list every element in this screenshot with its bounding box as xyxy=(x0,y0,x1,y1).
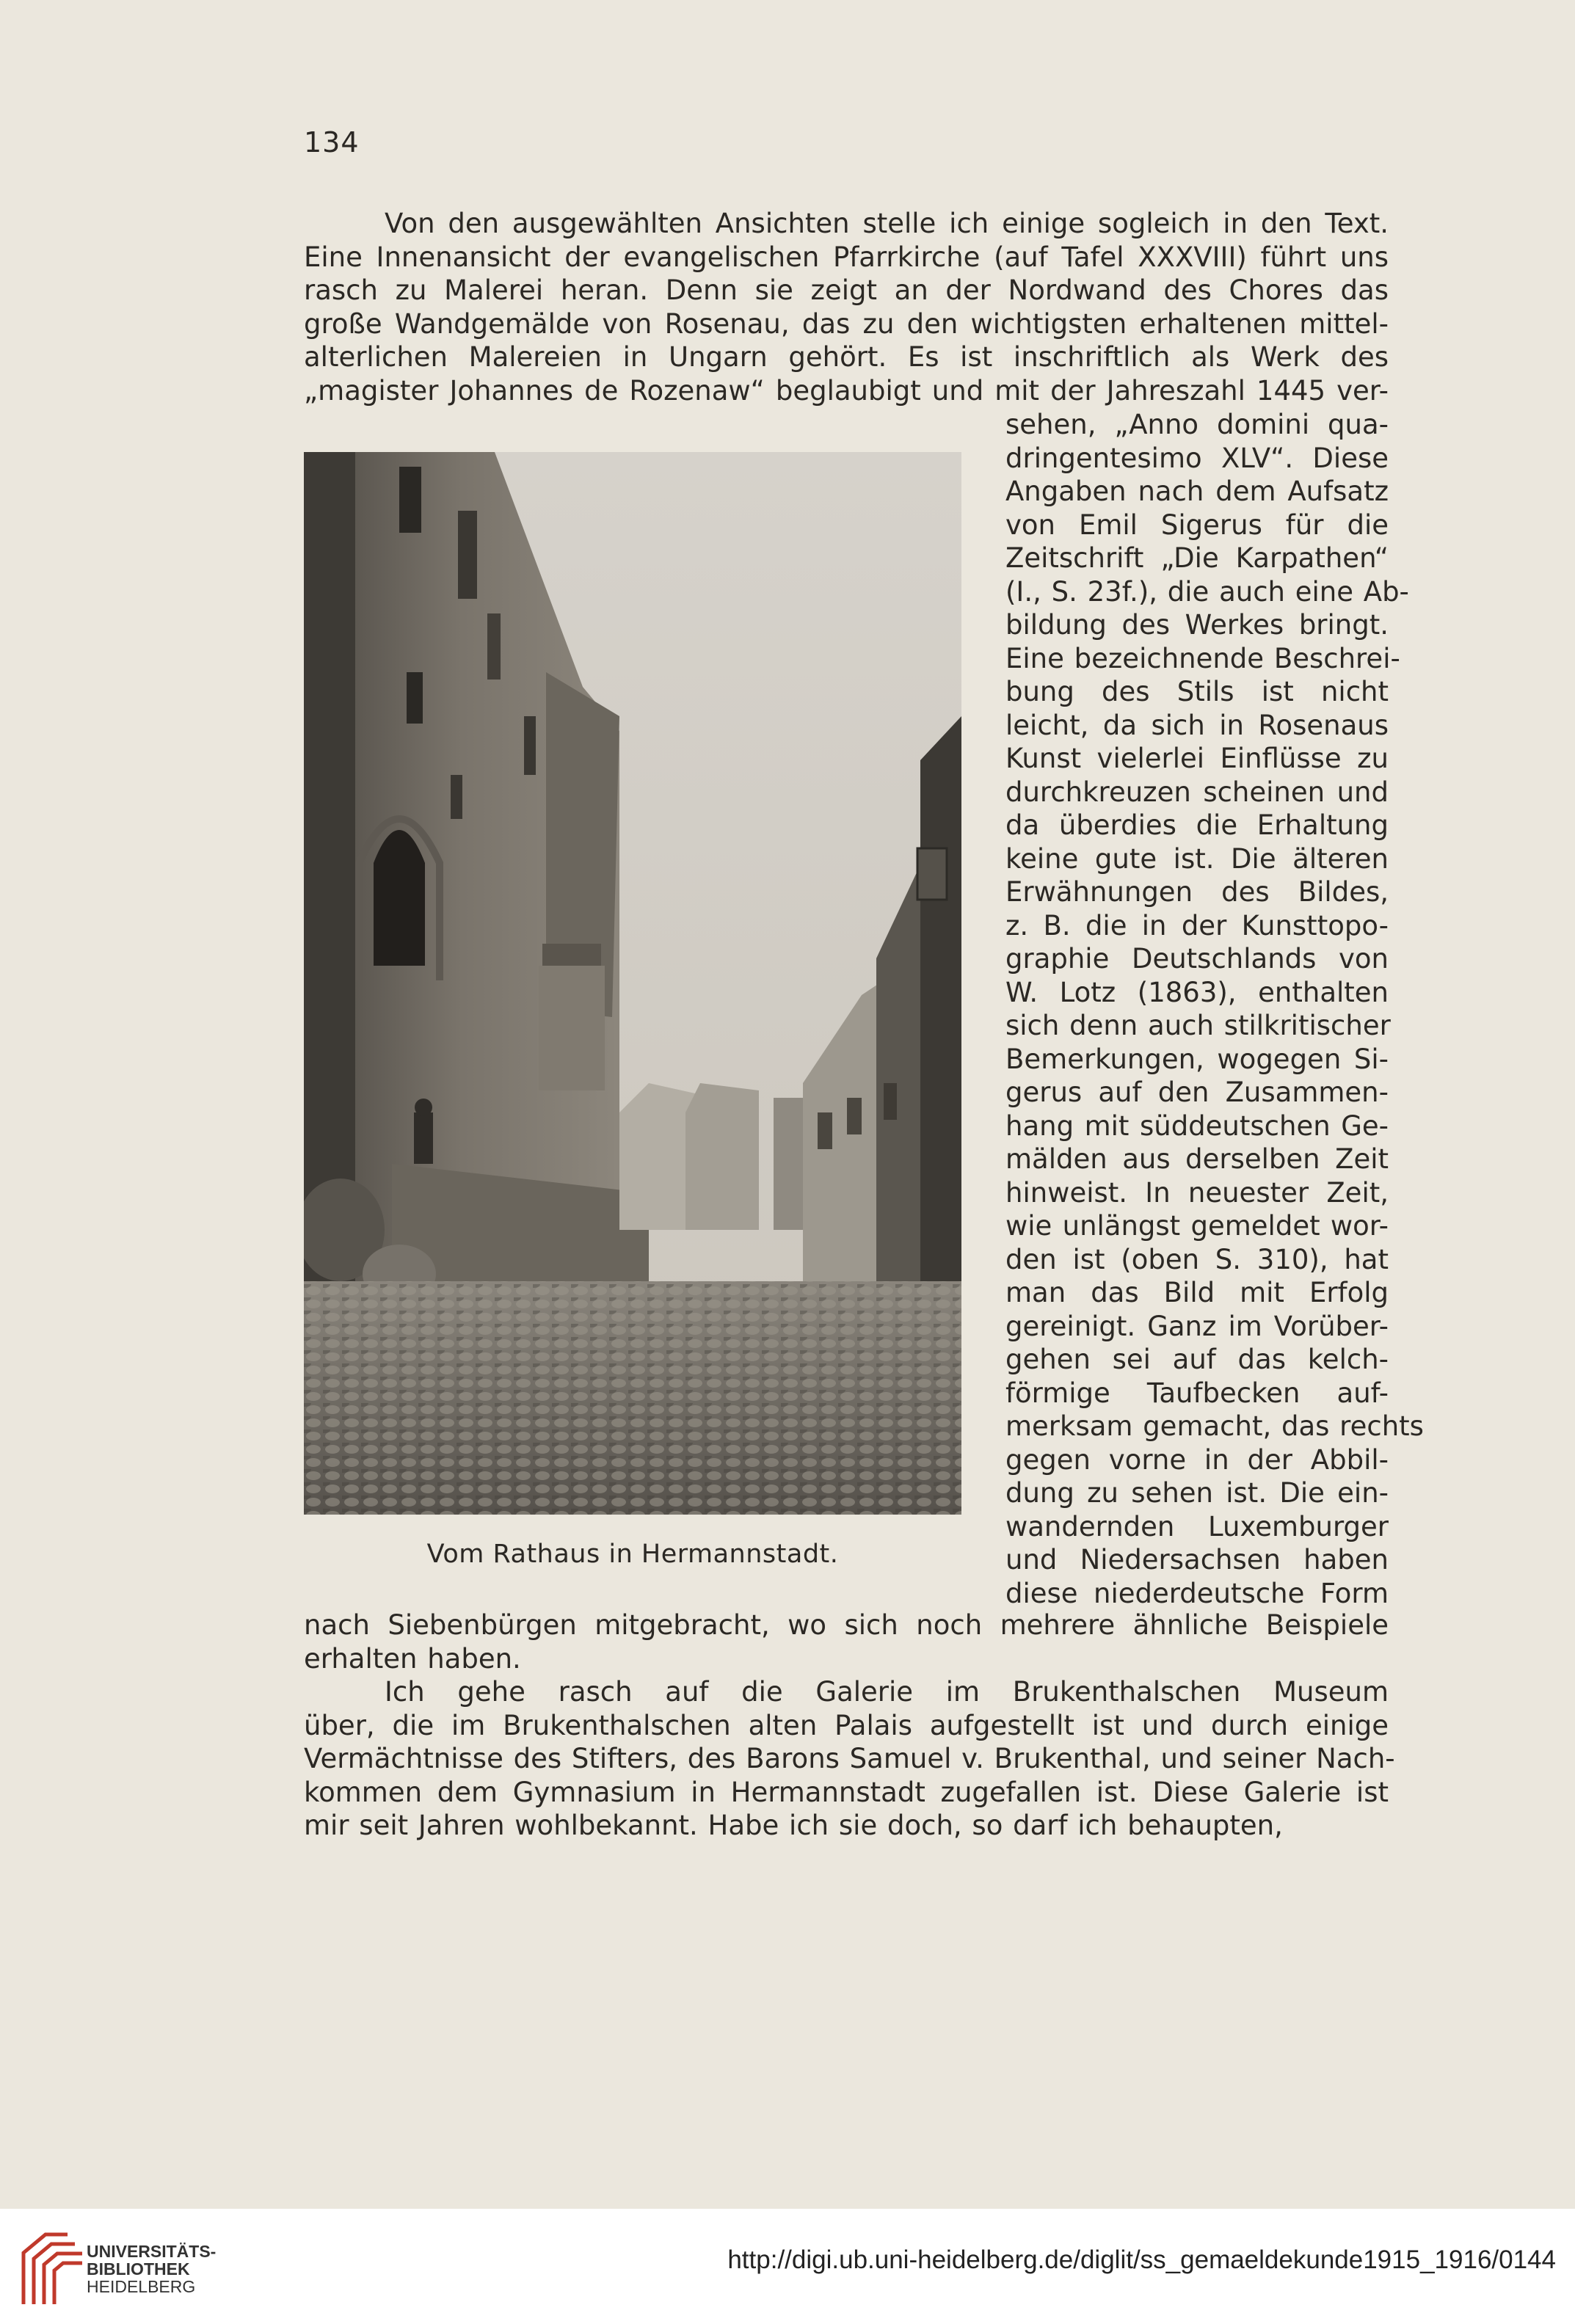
text-line: sehen, „Anno domini qua- xyxy=(1005,409,1389,440)
text-line: bung des Stils ist nicht xyxy=(1005,676,1389,707)
library-name-line3: HEIDELBERG xyxy=(87,2277,196,2296)
text-line: erhalten haben. xyxy=(304,1642,521,1675)
text-line: von Emil Sigerus für die xyxy=(1005,509,1389,541)
library-name-line2: BIBLIOTHEK xyxy=(87,2259,190,2279)
top-paragraph xyxy=(304,207,1389,407)
text-line: Eine Innenansicht der evangelischen Pfarrkirche (auf Tafel XXXVIII) führt uns xyxy=(304,241,1389,273)
text-line: gerus auf den Zusammen- xyxy=(1005,1077,1389,1108)
text-line: kommen dem Gymnasium in Hermannstadt zugefallen ist. Diese Galerie ist xyxy=(304,1776,1389,1808)
text-line: W. Lotz (1863), enthalten xyxy=(1005,976,1389,1008)
text-line: Ich gehe rasch auf die Galerie im Brukenthalschen Museum xyxy=(385,1676,1389,1708)
library-name xyxy=(87,2243,216,2295)
page-number: 134 xyxy=(304,126,360,159)
library-name-line1: UNIVERSITÄTS- xyxy=(87,2242,217,2261)
digitization-footer xyxy=(0,2209,1575,2324)
text-line: sich denn auch stilkritischer xyxy=(1005,1010,1391,1041)
street-photograph-drawing xyxy=(304,452,961,1515)
text-line: diese niederdeutsche Form xyxy=(1005,1577,1389,1609)
text-line: alterlichen Malereien in Ungarn gehört. Es ist inschriftlich als Werk des xyxy=(304,341,1389,373)
text-line: Eine bezeichnende Beschrei- xyxy=(1005,642,1400,674)
text-line: (I., S. 23f.), die auch eine Ab- xyxy=(1005,575,1409,608)
text-line: wandernden Luxemburger xyxy=(1005,1510,1389,1542)
column-paragraph xyxy=(1005,408,1424,1610)
text-line: merksam gemacht, das rechts xyxy=(1005,1410,1424,1442)
text-line: hang mit süddeutschen Ge- xyxy=(1005,1110,1389,1142)
text-line: man das Bild mit Erfolg xyxy=(1005,1277,1389,1308)
text-line: hinweist. In neuester Zeit, xyxy=(1005,1176,1389,1209)
text-line: keine gute ist. Die älteren xyxy=(1005,842,1389,875)
text-line: Angaben nach dem Aufsatz xyxy=(1005,476,1389,507)
text-line: Kunst vielerlei Einflüsse zu xyxy=(1005,743,1389,774)
text-line: Erwähnungen des Bildes, xyxy=(1005,876,1389,908)
text-line: rasch zu Malerei heran. Denn sie zeigt an der Nordwand des Chores das xyxy=(304,274,1389,306)
text-line: Zeitschrift „Die Karpathen“ xyxy=(1005,542,1389,574)
text-line: Bemerkungen, wogegen Si- xyxy=(1005,1043,1389,1075)
text-line: „magister Johannes de Rozenaw“ beglaubigt und mit der Jahreszahl 1445 ver- xyxy=(304,374,1389,407)
library-logo-icon xyxy=(16,2223,87,2309)
text-line: Vermächtnisse des Stifters, des Barons Samuel v. Brukenthal, und seiner Nach- xyxy=(304,1743,1395,1774)
text-line: dung zu sehen ist. Die ein- xyxy=(1005,1477,1389,1509)
text-line: Von den ausgewählten Ansichten stelle ich einige sogleich in den Text. xyxy=(385,208,1389,239)
text-line: große Wandgemälde von Rosenau, das zu den wichtigsten erhaltenen mittel- xyxy=(304,307,1389,340)
text-line: da überdies die Erhaltung xyxy=(1005,809,1389,841)
text-line: mälden aus derselben Zeit xyxy=(1005,1143,1389,1175)
text-line: graphie Deutschlands von xyxy=(1005,943,1389,975)
photo-caption: Vom Rathaus in Hermannstadt. xyxy=(426,1540,839,1569)
text-line: bildung des Werkes bringt. xyxy=(1005,609,1389,641)
text-line: durchkreuzen scheinen und xyxy=(1005,776,1389,808)
text-line: und Niedersachsen haben xyxy=(1005,1544,1389,1576)
text-line: förmige Taufbecken auf- xyxy=(1005,1377,1389,1409)
second-paragraph xyxy=(304,1675,1395,1843)
text-line: über, die im Brukenthalschen alten Palais aufgestellt ist und durch einige xyxy=(304,1709,1389,1741)
continuation-paragraph xyxy=(304,1609,1389,1675)
text-line: wie unlängst gemeldet wor- xyxy=(1005,1210,1389,1242)
text-line: gehen sei auf das kelch- xyxy=(1005,1344,1389,1375)
text-line: dringentesimo XLV“. Diese xyxy=(1005,442,1389,474)
text-line: nach Siebenbürgen mitgebracht, wo sich noch mehrere ähnliche Beispiele xyxy=(304,1609,1389,1641)
text-line: den ist (oben S. 310), hat xyxy=(1005,1243,1389,1275)
text-line: gegen vorne in der Abbil- xyxy=(1005,1443,1389,1476)
text-line: z. B. die in der Kunsttopo- xyxy=(1005,909,1389,941)
street-photograph xyxy=(304,452,961,1515)
source-url-link[interactable]: http://digi.ub.uni-heidelberg.de/diglit/ss_gemaeldekunde1915_1916/0144 xyxy=(727,2245,1556,2274)
text-line: gereinigt. Ganz im Vorüber- xyxy=(1005,1310,1389,1342)
text-line: mir seit Jahren wohlbekannt. Habe ich sie doch, so darf ich behaupten, xyxy=(304,1810,1283,1841)
text-line: leicht, da sich in Rosenaus xyxy=(1005,709,1389,741)
